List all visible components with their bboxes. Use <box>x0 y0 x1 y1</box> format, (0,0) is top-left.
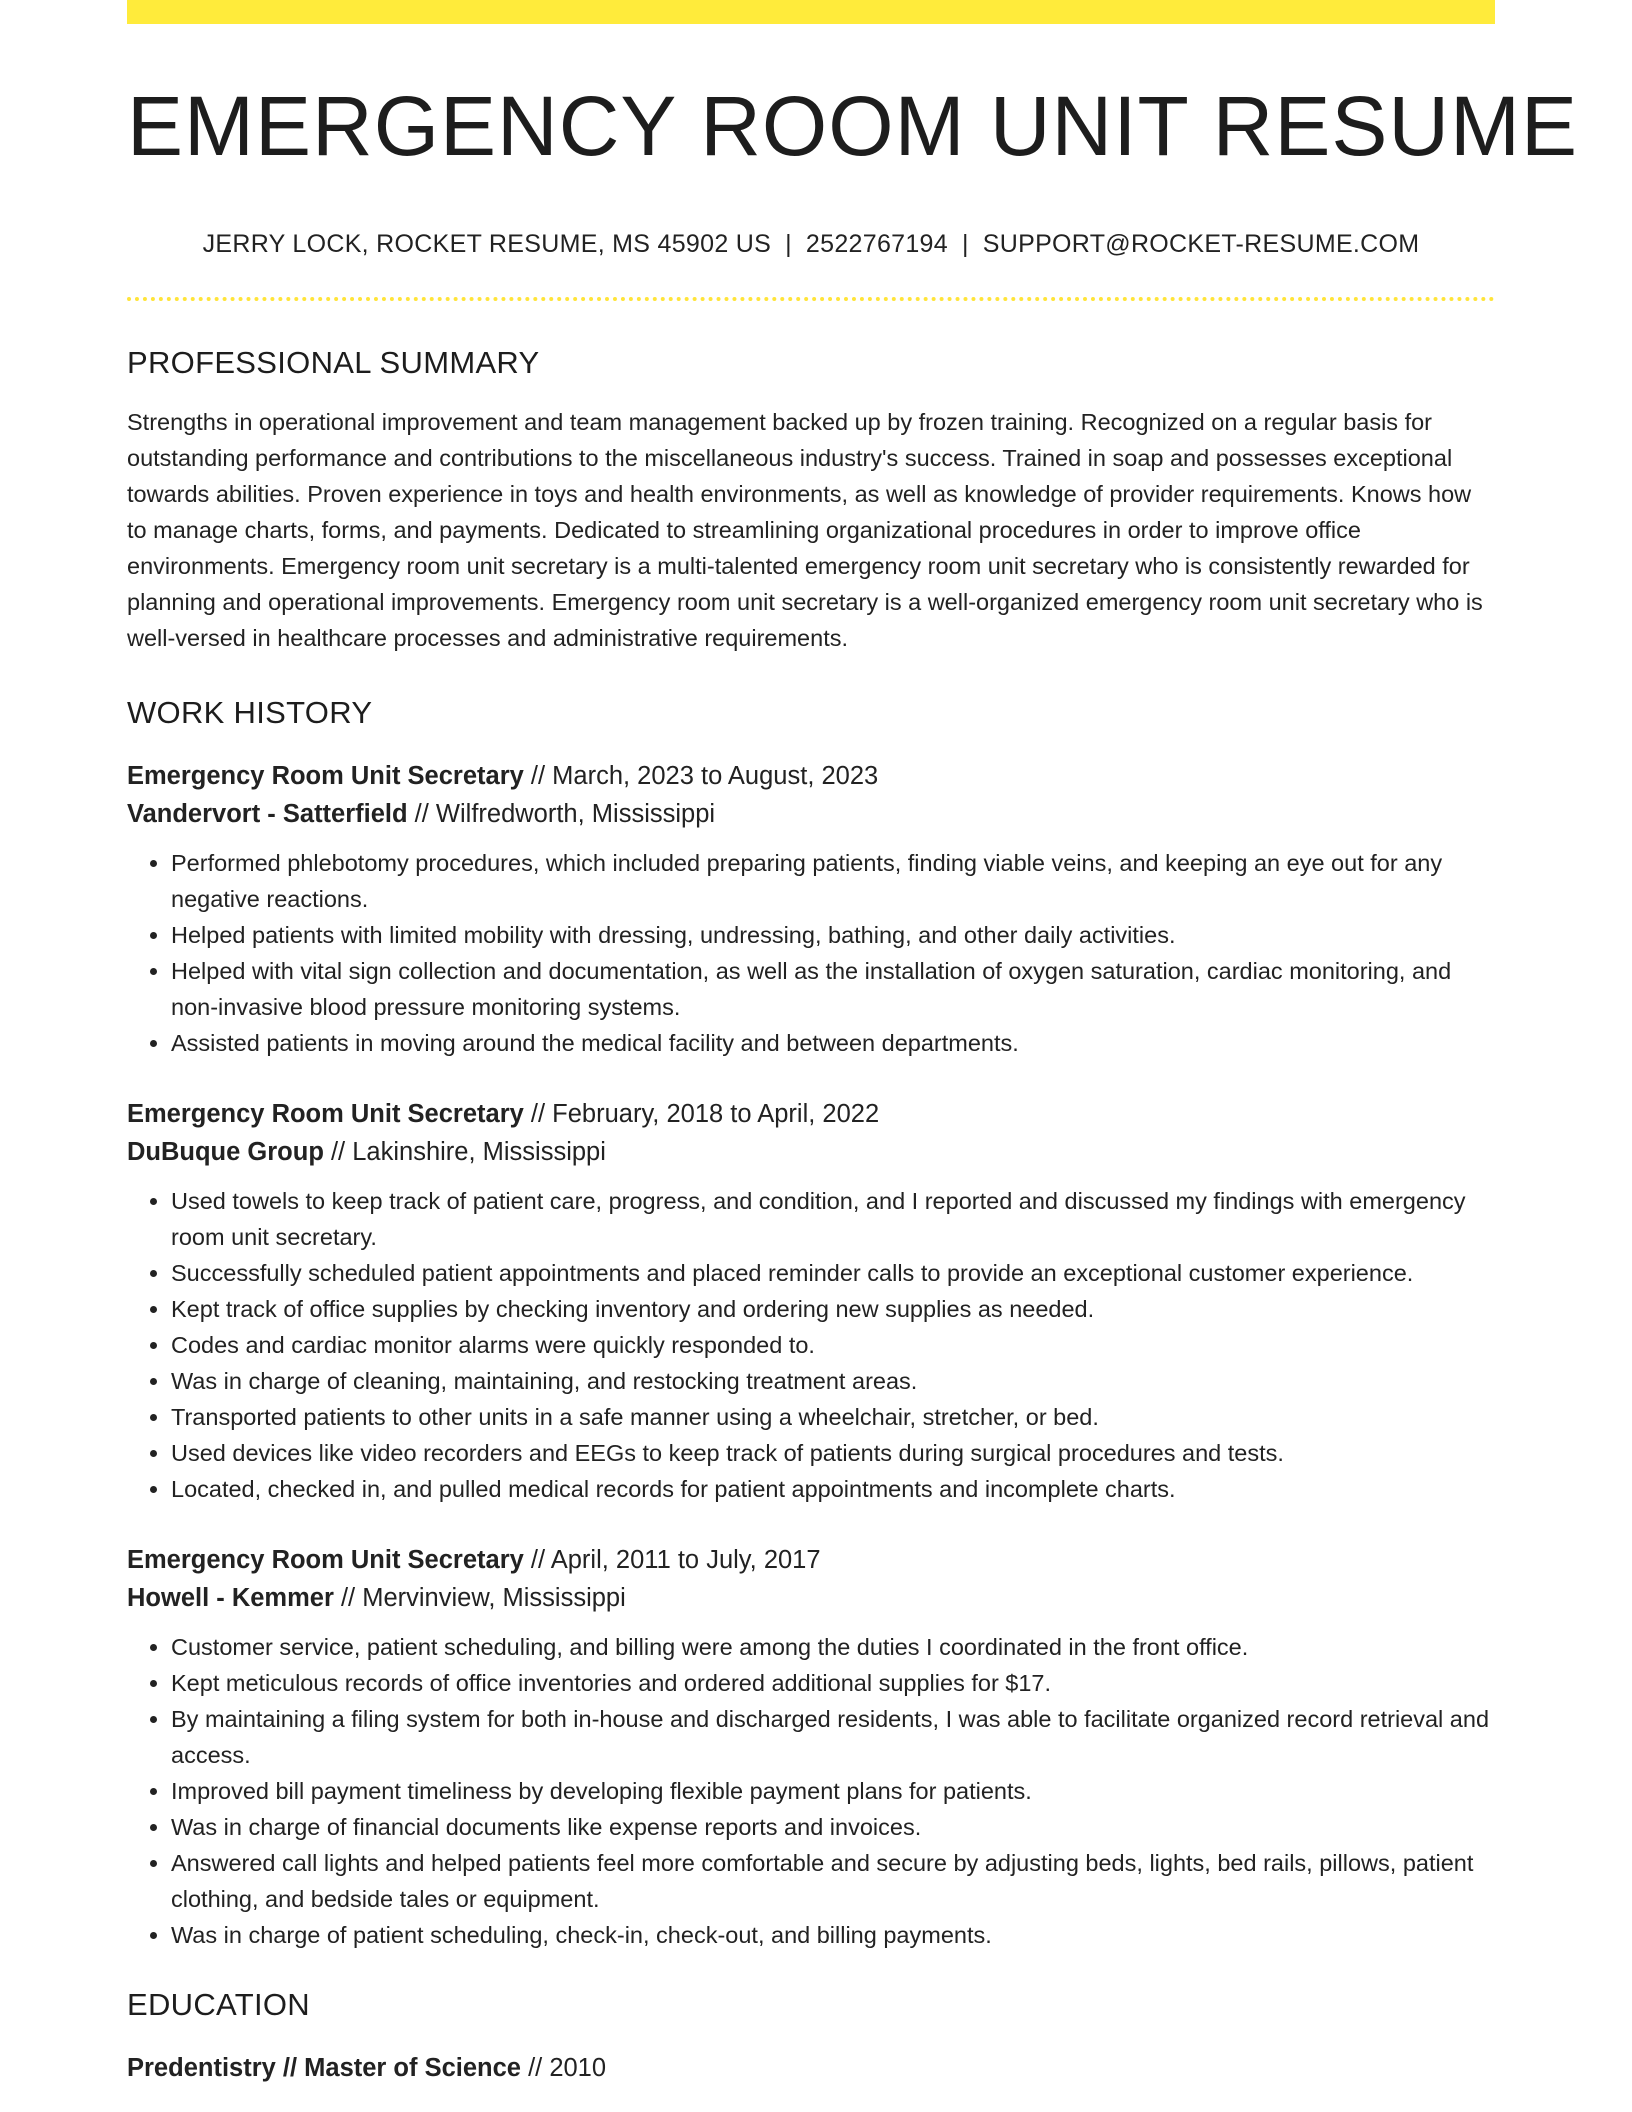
job-title-line <box>127 1541 1495 1579</box>
contact-phone: 2522767194 <box>805 230 948 259</box>
job-company-line <box>127 795 1495 833</box>
job-bullet: • Assisted patients in moving around the medical facility and between departments. <box>171 1025 1495 1061</box>
job-bullet: • Kept track of office supplies by checking inventory and ordering new supplies as needed. <box>171 1291 1495 1327</box>
job-bullet: • Used devices like video recorders and EEGs to keep track of patients during surgical procedures and tests. <box>171 1435 1495 1471</box>
job-location: // Wilfredworth, Mississippi <box>407 800 716 829</box>
job-bullet: • Codes and cardiac monitor alarms were quickly responded to. <box>171 1327 1495 1363</box>
job-bullet: • Customer service, patient scheduling, and billing were among the duties I coordinated in the front office. <box>171 1629 1495 1665</box>
job-bullet: • Successfully scheduled patient appointments and placed reminder calls to provide an exceptional customer experience. <box>171 1255 1495 1291</box>
job-bullet: • Used towels to keep track of patient care, progress, and condition, and I reported and discussed my findings with emergency room unit secretary. <box>171 1183 1495 1255</box>
job-bullet: • Located, checked in, and pulled medical records for patient appointments and incomplete charts. <box>171 1471 1495 1507</box>
job-bullet: • Helped patients with limited mobility with dressing, undressing, bathing, and other daily activities. <box>171 917 1495 953</box>
job-entry <box>127 757 1495 1061</box>
job-title: Emergency Room Unit Secretary <box>127 762 524 791</box>
contact-address: JERRY LOCK, ROCKET RESUME, MS 45902 US <box>202 230 772 259</box>
job-bullet: • Performed phlebotomy procedures, which included preparing patients, finding viable veins, and keeping an eye out for any negative reactions. <box>171 845 1495 917</box>
job-bullets <box>127 1183 1495 1507</box>
job-dates: // February, 2018 to April, 2022 <box>523 1100 880 1129</box>
job-title: Emergency Room Unit Secretary <box>127 1100 524 1129</box>
resume-content <box>127 0 1579 2087</box>
job-company: Howell - Kemmer <box>127 1584 334 1613</box>
job-company: DuBuque Group <box>127 1138 324 1167</box>
education-heading: EDUCATION <box>127 1987 310 2023</box>
job-bullet: • Kept meticulous records of office inventories and ordered additional supplies for $17. <box>171 1665 1495 1701</box>
job-bullet: • Was in charge of patient scheduling, check-in, check-out, and billing payments. <box>171 1917 1495 1953</box>
job-entry <box>127 1541 1495 1953</box>
contact-separator: | <box>785 230 792 259</box>
job-bullet: • Improved bill payment timeliness by developing flexible payment plans for patients. <box>171 1773 1495 1809</box>
job-title-line <box>127 1095 1495 1133</box>
job-company-line <box>127 1133 1495 1171</box>
job-bullet: • Transported patients to other units in a safe manner using a wheelchair, stretcher, or bed. <box>171 1399 1495 1435</box>
job-location: // Lakinshire, Mississippi <box>323 1138 606 1167</box>
education-entry <box>127 2049 1495 2087</box>
job-title: Emergency Room Unit Secretary <box>127 1546 524 1575</box>
job-dates: // April, 2011 to July, 2017 <box>523 1546 821 1575</box>
education-degree: Predentistry // Master of Science <box>127 2054 521 2083</box>
job-bullet: • Answered call lights and helped patients feel more comfortable and secure by adjusting beds, lights, bed rails, pillows, patient clothing, and bedside tales or equipment. <box>171 1845 1495 1917</box>
job-bullet: • Helped with vital sign collection and documentation, as well as the installation of oxygen saturation, cardiac monitoring, and non-invasive blood pressure monitoring systems. <box>171 953 1495 1025</box>
summary-heading: PROFESSIONAL SUMMARY <box>127 345 540 381</box>
dotted-divider <box>127 297 1495 301</box>
summary-text: Strengths in operational improvement and team management backed up by frozen training. Recognized on a regular basis for outstanding performance and contributions to the miscellaneous industry's success. Trained in soap and possesses exceptional towards abilities. Proven experience in toys and health environments, as well as knowledge of provider requirements. Knows how to manage charts, forms, and payments. Dedicated to streamlining organizational procedures in order to improve office environments. Emergency room unit secretary is a multi-talented emergency room unit secretary who is consistently rewarded for planning and operational improvements. Emergency room unit secretary is a well-organized emergency room unit secretary who is well-versed in healthcare processes and administrative requirements. <box>127 409 1483 652</box>
contact-separator: | <box>961 230 969 259</box>
job-bullet: • By maintaining a filing system for both in-house and discharged residents, I was able to facilitate organized record retrieval and access. <box>171 1701 1495 1773</box>
contact-line <box>127 230 1495 259</box>
job-company-line <box>127 1579 1495 1617</box>
accent-bar <box>127 0 1495 24</box>
work-history-heading: WORK HISTORY <box>127 695 373 731</box>
contact-email: SUPPORT@ROCKET-RESUME.COM <box>982 230 1420 259</box>
job-dates: // March, 2023 to August, 2023 <box>523 762 879 791</box>
job-location: // Mervinview, Mississippi <box>333 1584 626 1613</box>
job-entry <box>127 1095 1495 1507</box>
document-title: EMERGENCY ROOM UNIT RESUME <box>127 79 1579 173</box>
job-bullets <box>127 845 1495 1061</box>
job-bullet: • Was in charge of cleaning, maintaining, and restocking treatment areas. <box>171 1363 1495 1399</box>
job-bullet: • Was in charge of financial documents like expense reports and invoices. <box>171 1809 1495 1845</box>
job-title-line <box>127 757 1495 795</box>
job-company: Vandervort - Satterfield <box>127 800 408 829</box>
education-year: // 2010 <box>520 2054 607 2083</box>
job-bullets <box>127 1629 1495 1953</box>
